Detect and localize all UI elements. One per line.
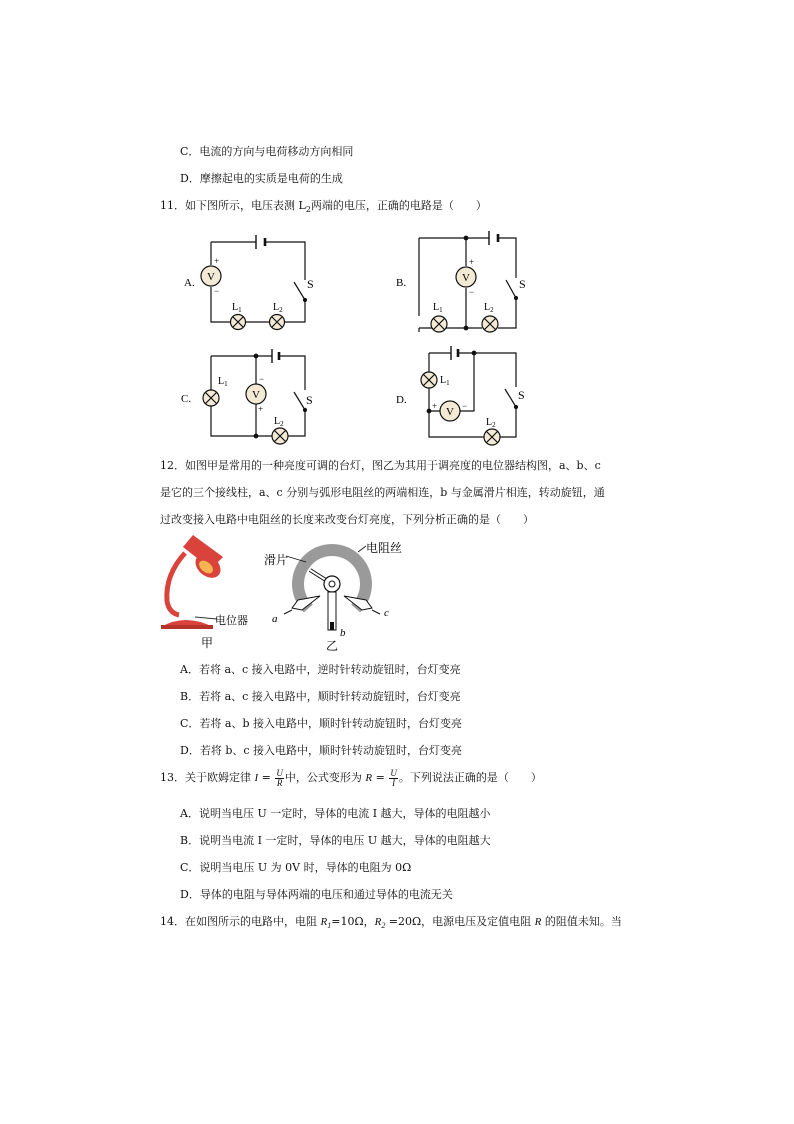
q12-stem-line2: 是它的三个接线柱，a、c 分别与弧形电阻丝的两端相连，b 与金属滑片相连，转动旋钮，通 bbox=[160, 486, 605, 499]
figure-yi-caption: 乙 bbox=[326, 639, 339, 653]
lamp-d2-label: $L_2$ bbox=[486, 417, 496, 429]
circuit-b bbox=[396, 228, 546, 338]
terminal-a-label: a bbox=[272, 613, 278, 625]
voltmeter-c-minus: − bbox=[259, 374, 265, 384]
terminal-c-label: c bbox=[384, 607, 389, 619]
figure-yi-potentiometer bbox=[262, 538, 412, 653]
lamp-d1-label: $L_1$ bbox=[440, 375, 450, 387]
q13-option-a: A．说明当电压 U 一定时，导体的电流 I 越大，导体的电阻越小 bbox=[180, 807, 491, 820]
lamp-b2-label: $L_2$ bbox=[484, 302, 494, 314]
q10-option-d: D．摩擦起电的实质是电荷的生成 bbox=[180, 172, 343, 185]
circuit-c-label: C. bbox=[181, 393, 192, 405]
voltmeter-a-minus: − bbox=[214, 286, 220, 296]
ohm-law-fraction: $\frac{U}{R}$ bbox=[276, 767, 283, 788]
switch-b-label: S bbox=[519, 277, 526, 291]
potentiometer-label: 电位器 bbox=[215, 615, 248, 627]
q12-stem-line1: 12．如图甲是常用的一种亮度可调的台灯，图乙为其用于调亮度的电位器结构图，a、b、c bbox=[160, 459, 601, 472]
circuit-a bbox=[176, 232, 326, 337]
resistance-wire-label: 电阻丝 bbox=[366, 541, 403, 555]
circuit-c bbox=[176, 348, 326, 443]
q10-option-c: C．电流的方向与电荷移动方向相同 bbox=[180, 145, 354, 158]
terminal-b-label: b bbox=[340, 627, 346, 639]
slider-label: 滑片 bbox=[264, 553, 289, 567]
lamp-c2-label: $L_2$ bbox=[274, 416, 284, 428]
q13-option-d: D．导体的电阻与导体两端的电压和通过导体的电流无关 bbox=[180, 888, 453, 901]
q14-stem: 14．在如图所示的电路中，电阻 $R_1=10\Omega$，$R_2 =20\Omega$，电源电压及定值电阻 R 的阻值未知。当 bbox=[160, 915, 622, 931]
voltmeter-d-plus: + bbox=[432, 401, 438, 411]
voltmeter-b-plus: + bbox=[469, 257, 475, 267]
voltmeter-b-minus: − bbox=[469, 287, 475, 297]
circuit-b-label: B. bbox=[396, 277, 407, 289]
voltmeter-d-symbol: V bbox=[446, 406, 454, 418]
switch-d-label: S bbox=[518, 388, 525, 402]
q12-option-a: A．若将 a、c 接入电路中，逆时针转动旋钮时，台灯变亮 bbox=[180, 663, 461, 676]
voltmeter-d-minus: − bbox=[462, 401, 468, 411]
voltmeter-a-symbol: V bbox=[207, 271, 215, 283]
lamp-a2-label: $L_2$ bbox=[273, 302, 283, 314]
figure-jia-caption: 甲 bbox=[201, 636, 214, 650]
voltmeter-c-plus: + bbox=[258, 404, 264, 414]
circuit-a-label: A. bbox=[184, 277, 195, 289]
circuit-d bbox=[396, 345, 546, 445]
switch-a-label: S bbox=[307, 277, 314, 291]
q12-option-c: C．若将 a、b 接入电路中，顺时针转动旋钮时，台灯变亮 bbox=[180, 717, 463, 730]
voltmeter-c-symbol: V bbox=[252, 389, 260, 401]
q13-stem: 13．关于欧姆定律 I = $\frac{U}{R}$ 中，公式变形为 R = $\frac{U}{I}$ 。下列说法正确的是（ ） bbox=[160, 767, 542, 788]
lamp-c1-label: $L_1$ bbox=[218, 376, 228, 388]
q12-option-b: B．若将 a、c 接入电路中，顺时针转动旋钮时，台灯变亮 bbox=[180, 690, 461, 703]
q13-option-c: C．说明当电压 U 为 0V 时，导体的电阻为 0Ω bbox=[180, 861, 412, 874]
q12-option-d: D．若将 b、c 接入电路中，顺时针转动旋钮时，台灯变亮 bbox=[180, 744, 463, 757]
q13-option-b: B．说明当电流 I 一定时，导体的电压 U 越大，导体的电阻越大 bbox=[180, 834, 491, 847]
circuit-d-label: D. bbox=[396, 394, 407, 406]
lamp-a1-label: $L_1$ bbox=[232, 302, 242, 314]
lamp-b1-label: $L_1$ bbox=[433, 302, 443, 314]
voltmeter-a-plus: + bbox=[214, 256, 220, 266]
q11-stem: 11．如下图所示，电压表测 $L_2$两端的电压，正确的电路是（ ） bbox=[160, 199, 487, 215]
switch-c-label: S bbox=[306, 393, 313, 407]
figure-jia-lamp bbox=[155, 535, 275, 650]
ohm-law-rearranged-fraction: $\frac{U}{I}$ bbox=[390, 767, 397, 788]
voltmeter-b-symbol: V bbox=[462, 272, 470, 284]
q12-stem-line3: 过改变接入电路中电阻丝的长度来改变台灯亮度，下列分析正确的是（ ） bbox=[160, 513, 534, 526]
